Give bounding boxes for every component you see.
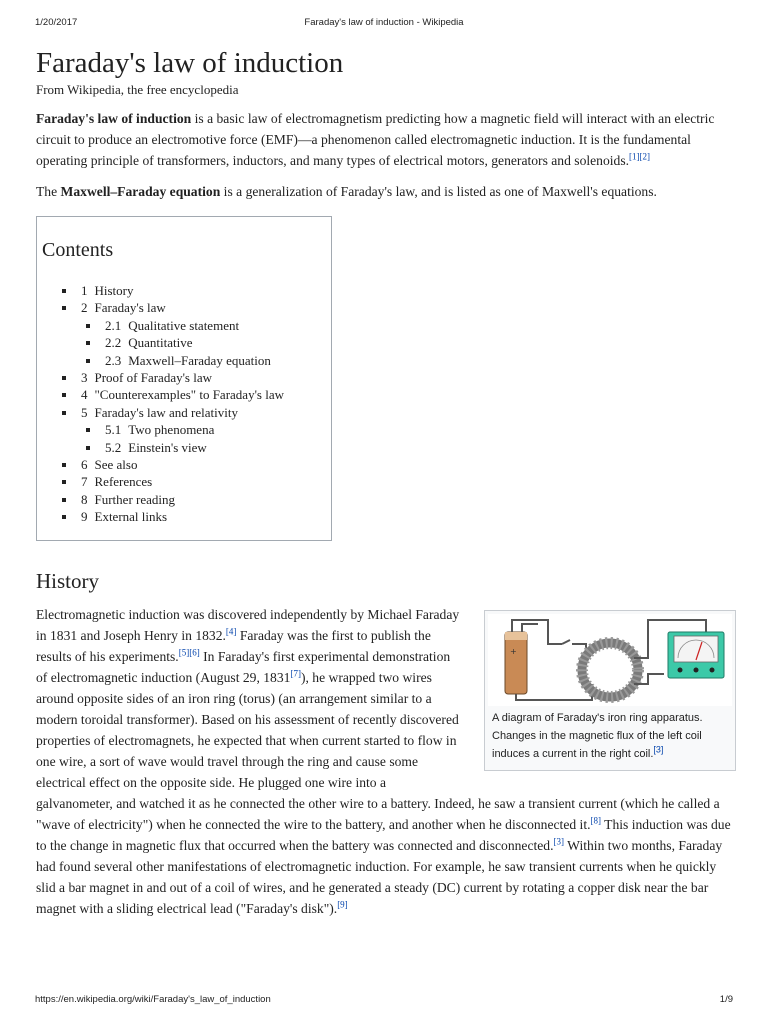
toc-item[interactable] — [42, 508, 326, 525]
toc-number: 8 — [81, 491, 88, 507]
history-text: Electromagnetic induction was discovered independently by Michael Faraday in 1831 and Joseph Henry in 1832. — [36, 606, 460, 643]
terminal-1 — [678, 667, 683, 672]
toc-subitem[interactable] — [81, 334, 326, 351]
history-text: This induction was due to the change in magnetic flux that occurred when the battery was connected and disconnected. — [36, 816, 731, 853]
toc-label[interactable]: External links — [94, 509, 168, 525]
battery-cap — [505, 632, 527, 640]
toc-label[interactable]: Quantitative — [128, 335, 193, 351]
toc-label[interactable]: Proof of Faraday's law — [94, 370, 213, 386]
intro-text-2a: The — [36, 184, 61, 199]
print-header — [35, 17, 733, 31]
toc-label[interactable]: "Counterexamples" to Faraday's law — [94, 387, 284, 403]
toc-number: 5.2 — [105, 439, 122, 455]
section-heading-history: History — [36, 568, 99, 593]
toc-item[interactable] — [42, 299, 326, 369]
toc-number: 7 — [81, 474, 88, 490]
toc-label[interactable]: Two phenomena — [128, 422, 215, 438]
toc-item[interactable] — [42, 491, 326, 508]
toc-list — [42, 282, 326, 526]
toc-subitem[interactable] — [81, 421, 326, 438]
citation-link[interactable]: [4] — [225, 626, 237, 637]
intro-text-1: is a basic law of electromagnetism predicting how a magnetic field will interact with an electric circuit to produce an electromotive force (EMF)—a phenomenon called electromagnetic induction. It is the fundamental operating principle of transformers, inductors, and many types of electrical motors, generators and solenoids. — [36, 111, 715, 168]
toc-number: 2.1 — [105, 317, 122, 333]
article-content — [36, 40, 736, 929]
iron-ring-diagram — [488, 614, 732, 706]
terminal-3 — [710, 667, 715, 672]
print-url: https://en.wikipedia.org/wiki/Faraday's_law_of_induction — [35, 994, 271, 1005]
toc-number: 2.2 — [105, 335, 122, 351]
figure-caption-text: A diagram of Faraday's iron ring apparatus. Changes in the magnetic flux of the left coil induces a current in the right coil. — [492, 711, 703, 760]
citation-link[interactable]: [1][2] — [629, 151, 651, 162]
history-text: Within two months, Faraday had found several other manifestations of electromagnetic induction. For example, he saw transient currents when he quickly slid a bar magnet in and out of a coil of wires, and he generated a steady (DC) current by rotating a copper disk near the bar magnet with a sliding electrical lead ("Faraday's disk"). — [36, 837, 723, 916]
history-text: ), he wrapped two wires around opposite sides of an iron ring (torus) (an arrangement similar to a modern toroidal transformer). Based on his assessment of recently discovered properties of electromagnets, he expected that when current started to flow in one wire, a sort of wave would travel through the ring and cause some electrical effect on the opposite side. He plugged one wire into a galvanometer, and watched it as he connected the other wire to a battery. Indeed, he saw a transient current (which he called a "wave of electricity") when he connected the wire to the battery, and another when he disconnected it. — [36, 669, 720, 832]
history-text: In Faraday's first experimental demonstration of electromagnetic induction (August 29, 1831 — [36, 648, 451, 685]
toc-item[interactable] — [42, 386, 326, 403]
toc-number: 1 — [81, 283, 88, 298]
toc-item[interactable] — [42, 369, 326, 386]
toc-number: 5 — [81, 404, 88, 420]
battery-icon — [505, 632, 527, 694]
toc-label[interactable]: Maxwell–Faraday equation — [128, 352, 271, 368]
toc-item[interactable] — [42, 473, 326, 490]
intro-paragraph-1 — [36, 108, 736, 171]
intro-text-2b: is a generalization of Faraday's law, and is listed as one of Maxwell's equations. — [220, 184, 657, 199]
svg-text:+: + — [510, 646, 517, 656]
toc-item[interactable] — [42, 282, 326, 299]
citation-link[interactable]: [9] — [337, 899, 348, 910]
page-title: Faraday's law of induction — [36, 47, 344, 79]
toc-label[interactable]: Faraday's law — [94, 300, 166, 316]
toc-subitem[interactable] — [81, 317, 326, 334]
toc-number: 5.1 — [105, 422, 122, 438]
toc-sublist — [81, 421, 326, 456]
toc-number: 9 — [81, 509, 88, 525]
intro-term: Faraday's law of induction — [36, 111, 192, 126]
toc-label[interactable]: Qualitative statement — [128, 317, 240, 333]
toc-subitem[interactable] — [81, 439, 326, 456]
toc-label[interactable]: History — [94, 283, 134, 298]
citation-link[interactable]: [7] — [290, 668, 301, 679]
toc-label[interactable]: Further reading — [94, 491, 176, 507]
toc-label[interactable]: Einstein's view — [128, 439, 207, 455]
toc-number: 3 — [81, 370, 88, 386]
toc-number: 2 — [81, 300, 88, 316]
citation-link[interactable]: [3] — [553, 836, 564, 847]
citation-link[interactable]: [8] — [590, 815, 601, 826]
toc-number: 4 — [81, 387, 88, 403]
toc-sublist — [81, 317, 326, 369]
toc-label[interactable]: See also — [94, 457, 138, 473]
citation-link[interactable]: [3] — [653, 744, 664, 755]
print-doc-title: Faraday's law of induction - Wikipedia — [304, 17, 464, 28]
intro-paragraph-2 — [36, 181, 736, 202]
site-tagline: From Wikipedia, the free encyclopedia — [36, 82, 239, 97]
toc-number: 2.3 — [105, 352, 122, 368]
table-of-contents — [36, 216, 332, 541]
terminal-2 — [694, 667, 699, 672]
switch-icon — [562, 640, 570, 644]
citation-link[interactable]: [5][6] — [178, 647, 200, 658]
figure-iron-ring — [484, 610, 736, 771]
figure-caption — [488, 706, 732, 767]
history-text: Faraday was the first to publish the results of his experiments. — [36, 627, 431, 664]
toc-title: Contents — [42, 239, 114, 261]
toc-label[interactable]: References — [94, 474, 153, 490]
toc-item[interactable] — [42, 404, 326, 456]
toc-label[interactable]: Faraday's law and relativity — [94, 404, 238, 420]
print-date: 1/20/2017 — [35, 17, 78, 28]
print-page-number: 1/9 — [719, 994, 733, 1005]
toc-item[interactable] — [42, 456, 326, 473]
toc-subitem[interactable] — [81, 352, 326, 369]
print-footer — [35, 994, 733, 1008]
maxwell-faraday-term: Maxwell–Faraday equation — [60, 184, 221, 199]
toc-number: 6 — [81, 457, 88, 473]
wire-left-short — [522, 624, 538, 632]
